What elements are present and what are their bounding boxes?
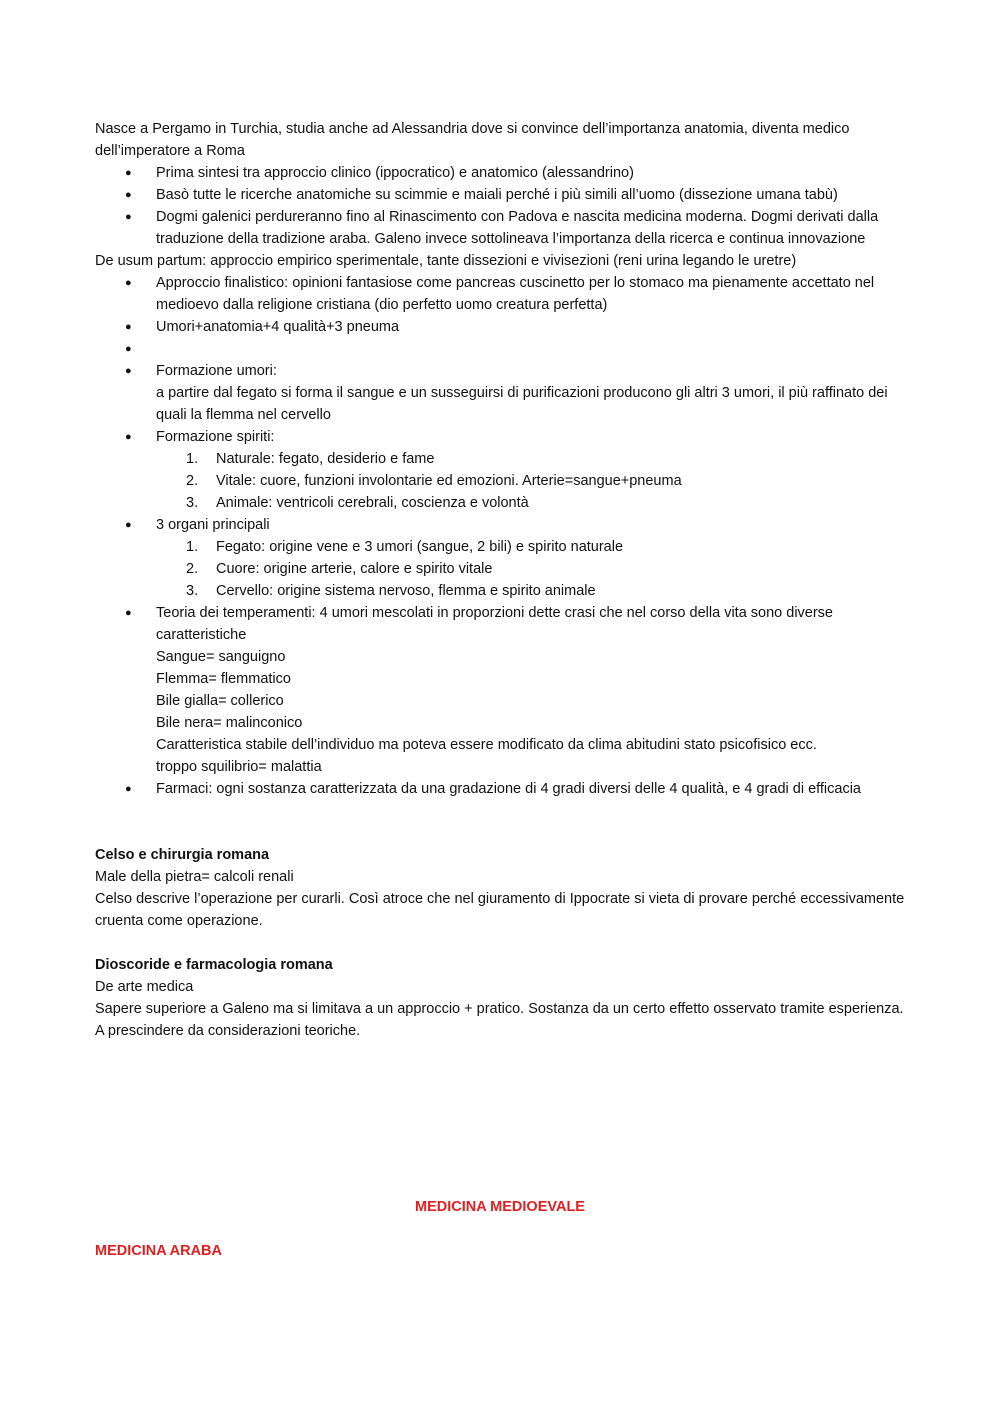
temperamenti-title: ● Teoria dei temperamenti: 4 umori mescolati in proporzioni dette crasi che nel corso della vita sono diverse caratteristiche bbox=[156, 605, 833, 643]
dioscoride-heading: Dioscoride e farmacologia romana bbox=[95, 957, 333, 973]
celso-paragraph: Celso descrive l’operazione per curarli. Così atroce che nel giuramento di Ippocrate si vieta di provare perché eccessivamente cruenta come operazione. bbox=[95, 891, 905, 929]
item-number: 2. bbox=[186, 561, 199, 577]
item-text: Cuore: origine arterie, calore e spirito vitale bbox=[216, 561, 493, 577]
de-usum-paragraph: De usum partum: approccio empirico sperimentale, tante dissezioni e vivisezioni (reni urina legando le uretre) bbox=[95, 253, 797, 269]
intro-paragraph: Nasce a Pergamo in Turchia, studia anche ad Alessandria dove si convince dell’importanza anatomia, diventa medico dell’imperatore a Roma bbox=[95, 121, 850, 159]
temperamento-line: Caratteristica stabile dell’individuo ma poteva essere modificato da clima abitudini stato psicofisico ecc. bbox=[156, 737, 817, 753]
celso-line: Male della pietra= calcoli renali bbox=[95, 869, 294, 885]
celso-heading: Celso e chirurgia romana bbox=[95, 847, 270, 863]
list-item-organi bbox=[95, 514, 905, 602]
dioscoride-paragraph: Sapere superiore a Galeno ma si limitava a un approccio + pratico. Sostanza da un certo effetto osservato tramite esperienza. A prescindere da considerazioni teoriche. bbox=[95, 1001, 904, 1039]
temperamento-line: Bile nera= malinconico bbox=[156, 715, 303, 731]
formazione-spiriti-title: ● Formazione spiriti: bbox=[156, 429, 275, 445]
item-text: Vitale: cuore, funzioni involontarie ed emozioni. Arterie=sangue+pneuma bbox=[216, 473, 682, 489]
document-body bbox=[95, 118, 905, 1262]
organi-title: ● 3 organi principali bbox=[156, 517, 270, 533]
item-number: 3. bbox=[186, 495, 199, 511]
list-item: ● Prima sintesi tra approccio clinico (ippocratico) e anatomico (alessandrino) bbox=[95, 162, 905, 184]
section-title-medievale: MEDICINA MEDIOEVALE bbox=[415, 1199, 585, 1215]
numbered-item bbox=[95, 580, 905, 602]
formazione-umori-title: ● Formazione umori: bbox=[156, 363, 277, 379]
item-number: 1. bbox=[186, 451, 199, 467]
temperamento-line: Flemma= flemmatico bbox=[156, 671, 291, 687]
spacer bbox=[95, 800, 905, 844]
list-item-formazione-umori bbox=[95, 360, 905, 426]
item-text: Naturale: fegato, desiderio e fame bbox=[216, 451, 435, 467]
item-text: Fegato: origine vene e 3 umori (sangue, 2 bili) e spirito naturale bbox=[216, 539, 624, 555]
item-text: Animale: ventricoli cerebrali, coscienza e volontà bbox=[216, 495, 529, 511]
spacer bbox=[95, 1042, 905, 1196]
item-number: 3. bbox=[186, 583, 199, 599]
section-title-araba: MEDICINA ARABA bbox=[95, 1243, 223, 1259]
temperamento-line: troppo squilibrio= malattia bbox=[156, 759, 322, 775]
item-number: 2. bbox=[186, 473, 199, 489]
list-item-temperamenti bbox=[95, 602, 905, 778]
numbered-item bbox=[95, 470, 905, 492]
item-text: Cervello: origine sistema nervoso, flemma e spirito animale bbox=[216, 583, 596, 599]
organi-list bbox=[156, 536, 905, 602]
list-item-umori-anatomia: ● Umori+anatomia+4 qualità+3 pneuma bbox=[95, 316, 905, 338]
numbered-item bbox=[95, 558, 905, 580]
list-item-farmaci: ● Farmaci: ogni sostanza caratterizzata da una gradazione di 4 gradi diversi delle 4 qualità, e 4 gradi di efficacia bbox=[95, 778, 905, 800]
item-number: 1. bbox=[186, 539, 199, 555]
galeno-list bbox=[95, 162, 905, 250]
numbered-item bbox=[95, 448, 905, 470]
numbered-item bbox=[95, 536, 905, 558]
list-item: ● Basò tutte le ricerche anatomiche su scimmie e maiali perché i più simili all’uomo (dissezione umana tabù) bbox=[95, 184, 905, 206]
temperamento-line: Bile gialla= collerico bbox=[156, 693, 284, 709]
spacer bbox=[95, 1218, 905, 1240]
formazione-umori-text: a partire dal fegato si forma il sangue e un susseguirsi di purificazioni producono gli altri 3 umori, il più raffinato dei quali la flemma nel cervello bbox=[156, 385, 888, 423]
blank-line bbox=[95, 338, 905, 360]
dioscoride-line: De arte medica bbox=[95, 979, 194, 995]
spiriti-list bbox=[156, 448, 905, 514]
list-item-finalistico: ● Approccio finalistico: opinioni fantasiose come pancreas cuscinetto per lo stomaco ma pienamente accettato nel medioevo dalla religione cristiana (dio perfetto uomo creatura perfetta) bbox=[95, 272, 905, 316]
list-item: ● Dogmi galenici perdureranno fino al Rinascimento con Padova e nascita medicina moderna. Dogmi derivati dalla traduzione della tradizione araba. Galeno invece sottolineava l’importanza della ricerca e continua innovazione bbox=[95, 206, 905, 250]
list-item-formazione-spiriti bbox=[95, 426, 905, 514]
spacer bbox=[95, 932, 905, 954]
temperamento-line: Sangue= sanguigno bbox=[156, 649, 286, 665]
numbered-item bbox=[95, 492, 905, 514]
de-usum-list bbox=[95, 272, 905, 800]
